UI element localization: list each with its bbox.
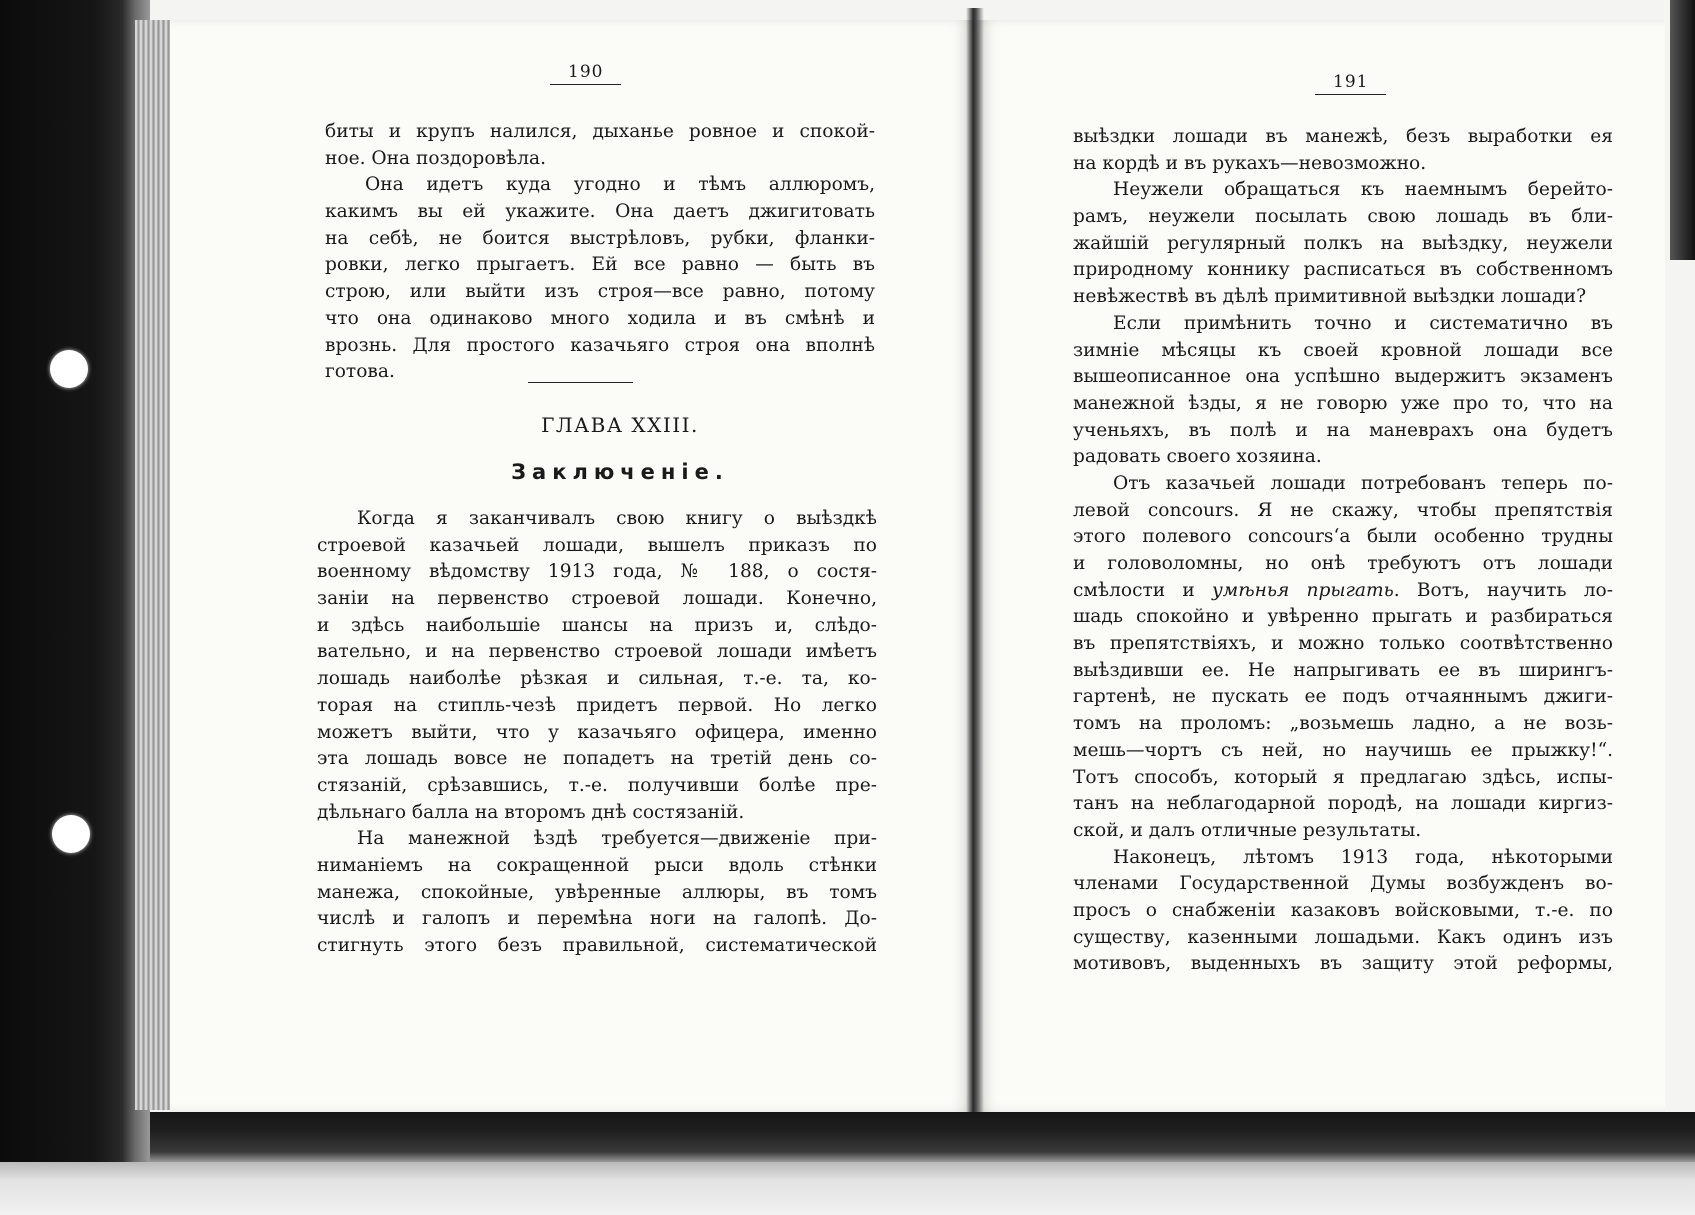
punch-hole: [50, 350, 88, 388]
text-line: манежа, спокойные, увѣренные аллюры, въ томъ: [317, 881, 877, 903]
book-gutter: [966, 8, 984, 1112]
text-line: радовать своего хозяина.: [1073, 446, 1322, 468]
chapter-number: ГЛАВА XXIII.: [541, 413, 699, 437]
text-line: какимъ вы ей укажите. Она даетъ джигитовать: [325, 201, 875, 223]
text-line: этого полевого concours‘а были особенно трудны: [1073, 526, 1613, 548]
text-line: рамъ, неужели посылать свою лошадь въ бли-: [1073, 206, 1613, 228]
text-line: томъ на проломъ: „возьмешь ладно, а не возь-: [1073, 713, 1613, 735]
text-line: строевой казачьей лошади, вышелъ приказъ по: [317, 534, 877, 556]
text-line: мотивовъ, выденныхъ въ защиту этой реформы,: [1073, 953, 1613, 975]
text-line: строю, или выйти изъ строя—все равно, потому: [325, 281, 875, 303]
book-page-edges: [135, 20, 175, 1110]
text-line: заніи на первенство строевой лошади. Конечно,: [317, 588, 877, 610]
text-line: ное. Она поздоровѣла.: [325, 147, 547, 169]
text-line: эта лошадь вовсе не попадетъ на третій день со-: [317, 748, 877, 770]
text-line: выѣздивши ее. Не напрыгивать ее въ ширингъ-: [1073, 659, 1613, 681]
text-line: въ препятствіяхъ, и можно только соотвѣтственно: [1073, 633, 1613, 655]
text-line: мешь—чортъ съ ней, но научишь ее прыжку!“.: [1073, 739, 1613, 761]
text-line: и головоломны, но онѣ требуютъ отъ лошади: [1073, 553, 1613, 574]
right-page: [975, 20, 1665, 1112]
text-line: стязаній, срѣзавшись, т.-е. получивши болѣе пре-: [317, 774, 877, 796]
text-line: Когда я заканчивалъ свою книгу о выѣздкѣ: [357, 508, 877, 529]
text-line: танъ на неблагодарной породѣ, на лошади киргиз-: [1073, 793, 1613, 815]
text-line: Тотъ способъ, который я предлагаю здѣсь, испы-: [1073, 766, 1613, 788]
text-line: и здѣсь наибольшіе шансы на призъ и, слѣдо-: [317, 614, 877, 636]
text-line: ученьяхъ, въ полѣ и на маневрахъ она будетъ: [1073, 419, 1613, 441]
text-line: Она идетъ куда угодно и тѣмъ аллюромъ,: [365, 174, 875, 196]
text-line: на себѣ, не боится выстрѣловъ, рубки, фланки-: [325, 227, 875, 249]
text-line: левой concours. Я не скажу, чтобы препятствія: [1073, 499, 1613, 521]
text-line: торая на стипль-чезѣ придетъ первой. Но легко: [317, 694, 877, 716]
text-line: что она одинаково много ходила и въ смѣнѣ и: [325, 307, 875, 329]
text-line: ниманіемъ на сокращенной рыси вдоль стѣнки: [317, 854, 877, 876]
italic-phrase: умѣнья прыгать: [1212, 579, 1394, 601]
text-line: стигнуть этого безъ правильной, систематической: [317, 935, 877, 956]
text-line: Отъ казачьей лошади потребованъ теперь по-: [1113, 472, 1613, 494]
text-line: числѣ и галопъ и перемѣна ноги на галопѣ. До-: [317, 908, 877, 930]
text-line: невѣжествѣ въ дѣлѣ примитивной выѣздки лошади?: [1073, 286, 1587, 308]
text-line: Неужели обращаться къ наемнымъ берейто-: [1113, 179, 1613, 201]
text-line: существу, казенными лошадьми. Какъ одинъ изъ: [1073, 926, 1613, 948]
text-line: военному вѣдомству 1913 года, № 188, о состя-: [317, 561, 877, 583]
text-line: жайшій регулярный полкъ на выѣздку, неужели: [1073, 232, 1613, 254]
text-line: готова.: [325, 361, 395, 383]
text-line: гартенѣ, не пускать ее подъ отчаяннымъ джиги-: [1073, 686, 1613, 708]
page-number: 190: [550, 62, 621, 85]
scanner-bottom-shadow: [150, 1112, 1695, 1162]
left-page-body-text: [317, 506, 877, 960]
text-line: Если примѣнить точно и систематично въ: [1113, 312, 1613, 334]
text-line: выѣздки лошади въ манежѣ, безъ выработки ея: [1073, 126, 1613, 147]
text-line: вательно, и на первенство строевой лошади имѣетъ: [317, 641, 877, 663]
text-line: лошадь наиболѣе рѣзкая и сильная, т.-е. та, ко-: [317, 668, 877, 690]
text-line: биты и крупъ налился, дыханье ровное и спокой-: [325, 121, 875, 142]
text-line: можетъ выйти, что у казачьяго офицера, именно: [317, 721, 877, 743]
scanner-dark-edge: [0, 0, 150, 1215]
left-page: [170, 20, 975, 1112]
right-page-text: [1073, 124, 1613, 978]
text-line: ской, и далъ отличные результаты.: [1073, 819, 1422, 841]
page-number: 191: [1315, 72, 1386, 95]
text-line: членами Государственной Думы возбужденъ во-: [1073, 873, 1613, 895]
text-line: ровки, легко прыгаетъ. Ей все равно — быть въ: [325, 254, 875, 276]
text-line: на кордѣ и въ рукахъ—невозможно.: [1073, 152, 1427, 174]
text-line: природному коннику расписаться въ собственномъ: [1073, 259, 1613, 281]
scanner-bed-strip: [0, 1162, 1695, 1215]
chapter-title: Заключеніе.: [511, 460, 729, 484]
text-line: манежной ѣзды, я не говорю уже про то, что на: [1073, 392, 1613, 414]
text-line: врознь. Для простого казачьяго строя она вполнѣ: [325, 334, 875, 356]
text-line: вышеописанное она успѣшно выдержитъ экзаменъ: [1073, 366, 1613, 388]
text-line: смѣлости и умѣнья прыгать. Вотъ, научить ло-: [1073, 579, 1613, 601]
punch-hole: [52, 815, 90, 853]
left-page-top-text: [325, 119, 875, 386]
text-line: дѣльнаго балла на второмъ днѣ состязаній.: [317, 801, 745, 823]
chapter-divider-rule: [528, 382, 633, 383]
text-line: зимніе мѣсяцы къ своей кровной лошади все: [1073, 339, 1613, 361]
text-line: просъ о снабженіи казаковъ войсковыми, т.-е. по: [1073, 899, 1613, 921]
text-line: На манежной ѣздѣ требуется—движеніе при-: [357, 828, 877, 850]
text-line: шадь спокойно и увѣренно прыгать и разбираться: [1073, 606, 1613, 628]
scanner-corner-shadow: [1670, 0, 1695, 260]
text-line: Наконецъ, лѣтомъ 1913 года, нѣкоторыми: [1113, 846, 1613, 868]
